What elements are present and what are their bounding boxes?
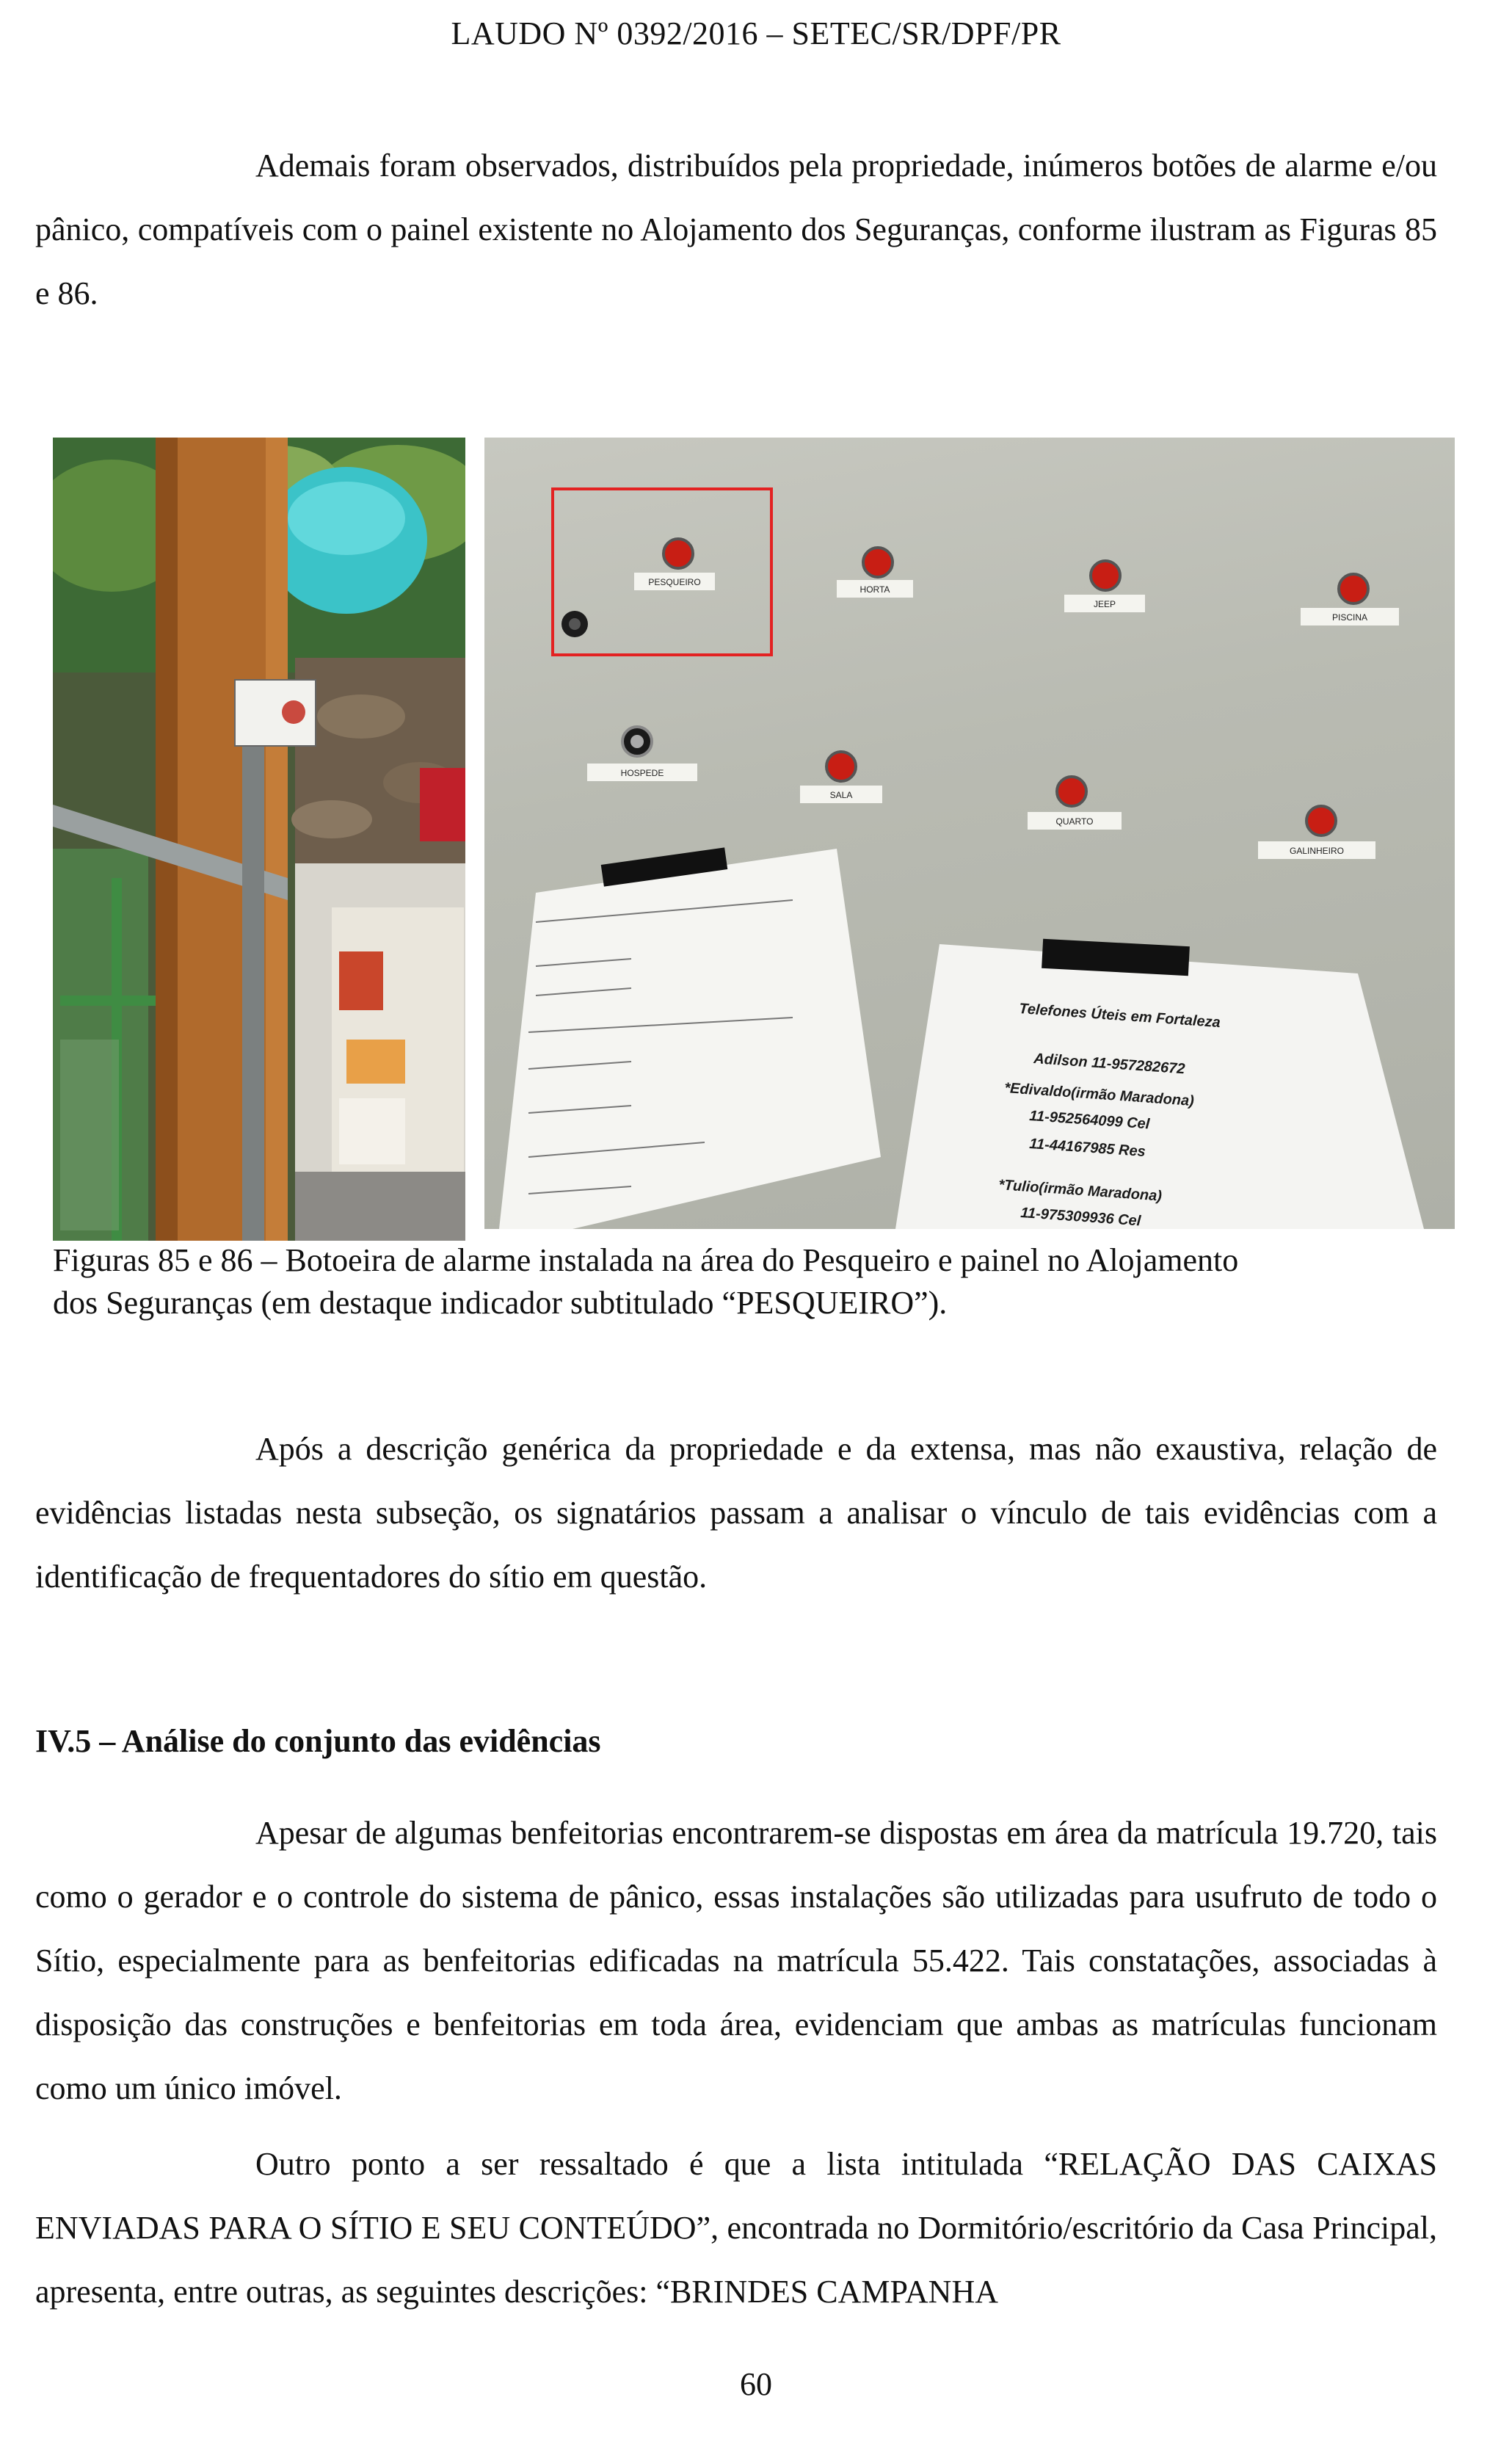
figure-caption: [53, 1239, 1447, 1324]
panel-button-galinheiro: [1258, 806, 1375, 859]
label-pesqueiro: PESQUEIRO: [648, 577, 701, 587]
figure-caption-line2: dos Seguranças (em destaque indicador subtitulado “PESQUEIRO”).: [53, 1285, 948, 1321]
alarm-panel-photo: [484, 438, 1455, 1229]
panel-button-horta: [837, 548, 913, 598]
panel-button-piscina: [1301, 574, 1399, 625]
paragraph-lista-caixas: Outro ponto a ser ressaltado é que a lista intitulada “RELAÇÃO DAS CAIXAS ENVIADAS PARA O SÍTIO E SEU CONTEÚDO”, encontrada no Dormitório/escritório da Casa Principal, apresenta, entre outras, as seguintes descrições: “BRINDES CAMPANHA: [35, 2146, 1437, 2310]
label-galinheiro: GALINHEIRO: [1289, 846, 1345, 856]
page-number: 60: [740, 2366, 772, 2402]
phone-notice-sheet: [895, 939, 1424, 1229]
label-piscina: PISCINA: [1331, 612, 1368, 623]
paragraph-analysis-intro: Após a descrição genérica da propriedade e da extensa, mas não exaustiva, relação de evidências listadas nesta subseção, os signatários passam a analisar o vínculo de tais evidências com a identificação de frequentadores do sítio em questão.: [35, 1431, 1437, 1595]
notice-line6: 11-975309936 Cel: [1019, 1205, 1142, 1229]
label-hospede: HOSPEDE: [620, 768, 664, 778]
section-heading: IV.5 – Análise do conjunto das evidências: [35, 1723, 601, 1759]
notice-line5: *Tulio(irmão Maradona): [997, 1177, 1163, 1205]
notice-line1: Adilson 11-957282672: [1033, 1051, 1186, 1078]
paragraph-benfeitorias: Apesar de algumas benfeitorias encontrarem-se dispostas em área da matrícula 19.720, tais como o gerador e o controle do sistema de pânico, essas instalações são utilizadas para usufruto de todo o Sítio, especialmente para as benfeitorias edificadas na matrícula 55.422. Tais constatações, associadas à disposição das construções e benfeitorias em toda área, evidenciam que ambas as matrículas funcionam como um único imóvel.: [35, 1815, 1437, 2106]
label-jeep: JEEP: [1093, 599, 1116, 609]
panel-button-pesqueiro: [634, 539, 715, 590]
notice-line3: 11-952564099 Cel: [1028, 1108, 1151, 1133]
panel-button-sala: [800, 752, 882, 803]
panel-button-jeep: [1064, 561, 1145, 612]
notice-line4: 11-44167985 Res: [1028, 1136, 1146, 1161]
label-quarto: QUARTO: [1055, 816, 1094, 827]
label-sala: SALA: [829, 790, 853, 800]
page-header: LAUDO Nº 0392/2016 – SETEC/SR/DPF/PR: [451, 15, 1061, 51]
figure-86-photo: [484, 438, 1455, 1229]
handwritten-sheet: [499, 847, 881, 1229]
notice-line2: *Edivaldo(irmão Maradona): [1003, 1080, 1195, 1110]
paragraph-intro: Ademais foram observados, distribuídos pela propriedade, inúmeros botões de alarme e/ou pânico, compatíveis com o painel existente no Alojamento dos Seguranças, conforme ilustram as Figuras 85 e 86.: [35, 148, 1437, 311]
figure-caption-line1: Figuras 85 e 86 – Botoeira de alarme instalada na área do Pesqueiro e painel no Alojamento: [53, 1242, 1239, 1278]
figure-85-photo: [53, 438, 465, 1241]
panel-button-hospede: [587, 727, 697, 781]
panel-button-quarto: [1028, 777, 1122, 830]
alarm-post-photo: [53, 438, 465, 1241]
label-horta: HORTA: [859, 584, 890, 595]
notice-title: Telefones Úteis em Fortaleza: [1018, 1001, 1221, 1031]
